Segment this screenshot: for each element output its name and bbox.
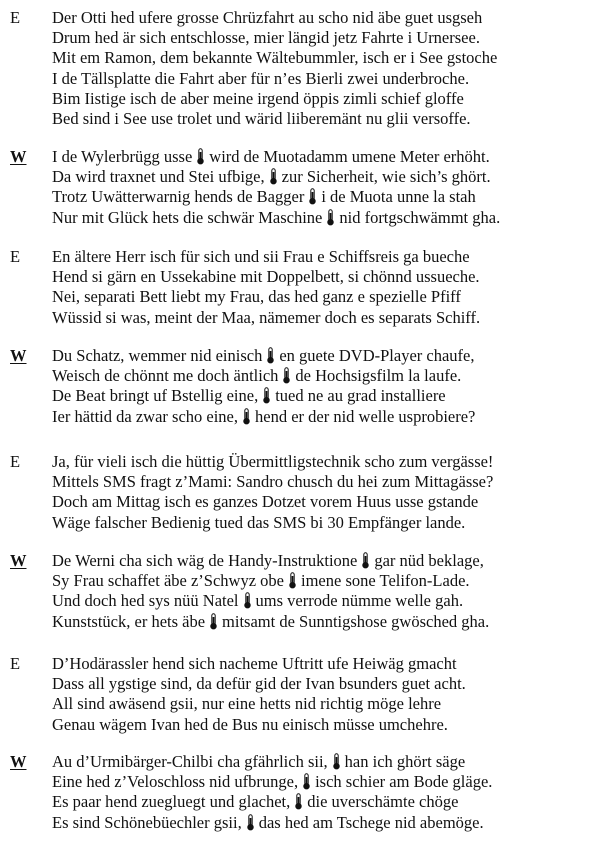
thermometer-icon	[288, 572, 297, 589]
verse-text: Eine hed z’Veloschloss nid ufbrunge,	[52, 772, 299, 792]
verse-text: D’Hodärassler hend sich nacheme Uftritt ufe Heiwäg gmacht	[52, 654, 457, 673]
verse-text: Weisch de chönnt me doch äntlich	[52, 366, 279, 386]
verse-line	[52, 407, 475, 427]
verse-line	[52, 591, 463, 611]
verse-line	[52, 386, 446, 406]
verse-text: de Hochsigsfilm la laufe.	[295, 366, 462, 386]
thermometer-icon	[326, 209, 335, 226]
verse-line	[52, 654, 457, 674]
verse-line	[52, 89, 464, 109]
verse-text: Mit em Ramon, dem bekannte Wältebummler, isch er i See gstoche	[52, 48, 498, 68]
verse-text: Wüssid si was, meint der Maa, nämemer doch es separats Schiff.	[52, 307, 481, 327]
verse-text: En ältere Herr isch für sich und sii Frau e Schiffsreis ga bueche	[52, 247, 470, 266]
verse-text: I de Tällsplatte die Fahrt aber für n’es Bierli zwei underbroche.	[52, 68, 470, 88]
verse-line	[52, 109, 471, 129]
verse-text: en guete DVD-Player chaufe,	[279, 346, 475, 365]
thermometer-icon	[266, 347, 275, 364]
stanza-marker: W	[10, 346, 27, 365]
thermometer-icon	[282, 367, 291, 384]
verse-text: De Werni cha sich wäg de Handy-Instruktione	[52, 551, 358, 570]
verse-line	[52, 492, 478, 512]
verse-text: Dass all ygstige sind, da defür gid der Ivan bsunders guet acht.	[52, 674, 466, 694]
thermometer-icon	[246, 814, 255, 831]
verse-text: Es paar hend zuegluegt und glachet,	[52, 792, 291, 812]
verse-line	[52, 247, 470, 267]
verse-text: Du Schatz, wemmer nid einisch	[52, 346, 263, 365]
thermometer-icon	[209, 613, 218, 630]
verse-text: die uverschämte chöge	[307, 792, 459, 812]
verse-text: das hed am Tschege nid abemöge.	[258, 812, 484, 832]
verse-line	[52, 346, 475, 366]
verse-text: Nei, separati Bett liebt my Frau, das hed ganz e spezielle Pfiff	[52, 287, 461, 307]
thermometer-icon	[302, 773, 311, 790]
verse-text: gar nüd beklage,	[374, 551, 484, 570]
stanza-marker: W	[10, 551, 27, 570]
verse-line	[52, 187, 476, 207]
verse-line	[52, 147, 490, 167]
thermometer-icon	[242, 408, 251, 425]
verse-text: Der Otti hed ufere grosse Chrüzfahrt au scho nid äbe guet usgseh	[52, 8, 483, 27]
verse-line	[52, 8, 482, 28]
verse-text: Trotz Uwätterwarnig hends de Bagger	[52, 187, 305, 207]
verse-text: Ja, für vieli isch die hüttig Übermittligstechnik scho zum vergässe!	[52, 452, 494, 471]
stanza-marker: W	[10, 147, 27, 166]
stanza-marker: E	[10, 8, 21, 27]
stanza-marker: E	[10, 654, 21, 673]
verse-line	[52, 513, 465, 533]
thermometer-icon	[269, 168, 278, 185]
thermometer-icon	[308, 188, 317, 205]
verse-text: nid fortgschwämmt gha.	[339, 207, 501, 227]
verse-text: Doch am Mittag isch es ganzes Dotzet vorem Huus usse gstande	[52, 492, 479, 512]
verse-line	[52, 48, 497, 68]
verse-line	[52, 208, 500, 228]
verse-text: i de Muota unne la stah	[321, 187, 476, 207]
verse-line	[52, 167, 491, 187]
verse-line	[52, 674, 466, 694]
verse-line	[52, 69, 469, 89]
verse-line	[52, 772, 492, 792]
verse-line	[52, 571, 470, 591]
verse-text: imene sone Telifon-Lade.	[301, 571, 470, 591]
verse-line	[52, 612, 489, 632]
verse-line	[52, 308, 480, 328]
verse-text: Nur mit Glück hets die schwär Maschine	[52, 207, 323, 227]
verse-text: De Beat bringt uf Bstellig eine,	[52, 386, 259, 406]
verse-text: mitsamt de Sunntigshose gwösched gha.	[222, 611, 490, 631]
thermometer-icon	[196, 148, 205, 165]
verse-text: Ier hättid da zwar scho eine,	[52, 406, 238, 426]
thermometer-icon	[243, 592, 252, 609]
thermometer-icon	[294, 793, 303, 810]
verse-line	[52, 752, 465, 772]
verse-text: wird de Muotadamm umene Meter erhöht.	[209, 147, 490, 166]
verse-text: Sy Frau schaffet äbe z’Schwyz obe	[52, 571, 284, 591]
verse-line	[52, 472, 493, 492]
verse-line	[52, 366, 461, 386]
verse-text: Drum hed är sich entschlosse, mier längid jetz Fahrte i Urnersee.	[52, 28, 480, 48]
verse-line	[52, 694, 441, 714]
thermometer-icon	[262, 387, 271, 404]
verse-line	[52, 287, 461, 307]
verse-text: Genau wägem Ivan hed de Bus nu einisch müsse umchehre.	[52, 714, 448, 734]
verse-text: zur Sicherheit, wie sich’s ghört.	[281, 167, 491, 187]
verse-text: Es sind Schönebüechler gsii,	[52, 812, 242, 832]
stanza-marker: E	[10, 247, 21, 266]
verse-text: hend er der nid welle usprobiere?	[255, 406, 476, 426]
thermometer-icon	[332, 753, 341, 770]
verse-text: Hend si gärn en Ussekabine mit Doppelbett, si chönnd ussueche.	[52, 267, 480, 287]
verse-line	[52, 792, 458, 812]
verse-text: Bim Iistige isch de aber meine irgend öppis zimli schief gloffe	[52, 88, 464, 108]
verse-line	[52, 715, 448, 735]
verse-text: Mittels SMS fragt z’Mami: Sandro chusch du hei zum Mittagässe?	[52, 472, 494, 492]
verse-text: Da wird traxnet und Stei ufbige,	[52, 167, 265, 187]
stanza-marker: E	[10, 452, 21, 471]
verse-text: ums verrode nümme welle gah.	[255, 591, 464, 611]
verse-text: tued ne au grad installiere	[275, 386, 446, 406]
verse-line	[52, 551, 484, 571]
verse-line	[52, 813, 484, 833]
stanza-marker: W	[10, 752, 27, 771]
verse-text: isch schier am Bode gläge.	[315, 772, 493, 792]
verse-text: All sind awäsend gsii, nur eine hetts nid richtig möge lehre	[52, 694, 442, 714]
thermometer-icon	[361, 552, 370, 569]
verse-line	[52, 28, 480, 48]
verse-text: Wäge falscher Bedienig tued das SMS bi 30 Empfänger lande.	[52, 512, 466, 532]
verse-text: I de Wylerbrügg usse	[52, 147, 193, 166]
verse-text: Kunststück, er hets äbe	[52, 611, 206, 631]
verse-text: Au d’Urmibärger-Chilbi cha gfährlich sii,	[52, 752, 328, 771]
verse-text: Und doch hed sys nüü Natel	[52, 591, 239, 611]
verse-line	[52, 267, 480, 287]
verse-text: Bed sind i See use trolet und wärid liiberemänt nu glii versoffe.	[52, 109, 471, 128]
verse-line	[52, 452, 493, 472]
verse-text: han ich ghört säge	[344, 752, 466, 771]
